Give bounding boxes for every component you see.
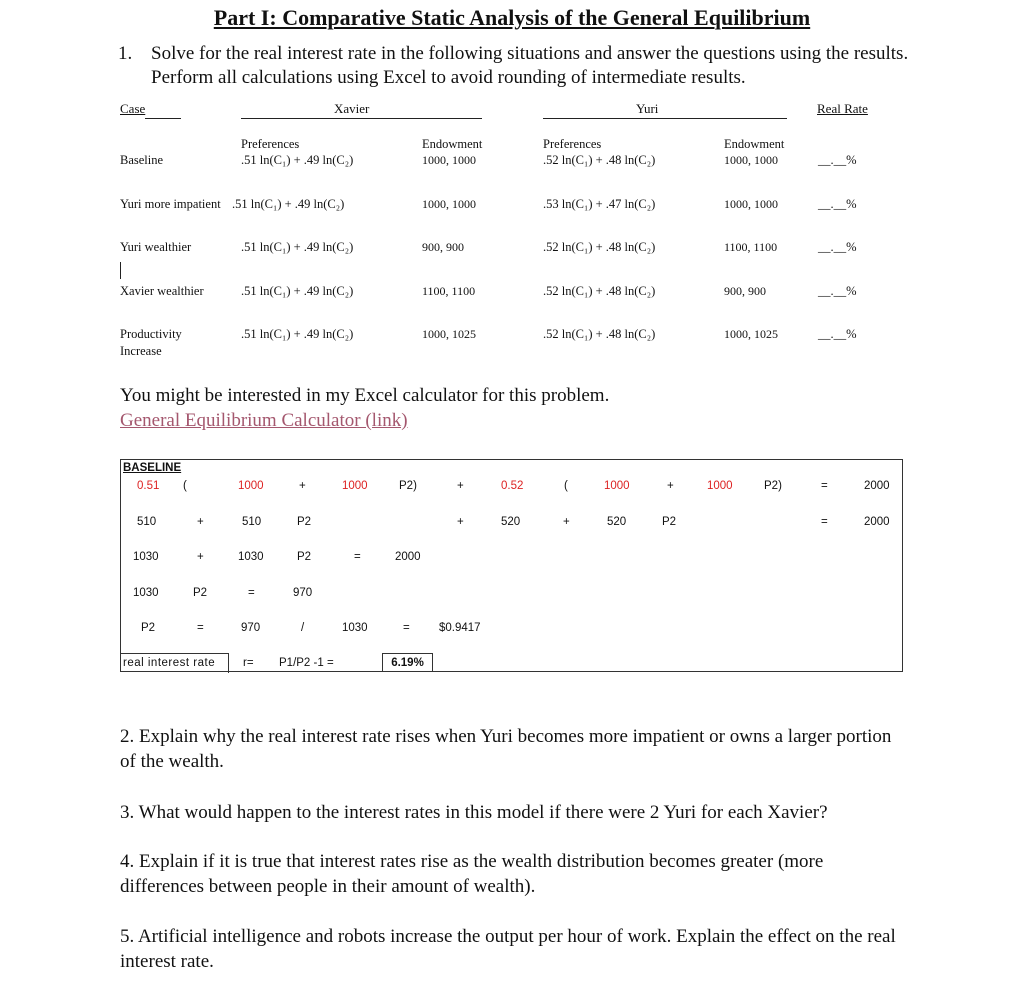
question-1-text: Solve for the real interest rate in the following situations and answer the questions using the results. Perform all calculations using Excel to avoid rounding of intermediate results. (151, 43, 909, 88)
sheet-cell: 1030 (133, 551, 159, 563)
rate-blank[interactable]: __.__% (818, 153, 857, 167)
xavier-preferences-label: Preferences (241, 137, 300, 151)
sheet-cell: 510 (242, 516, 262, 528)
sheet-cell: 1030 (342, 622, 368, 634)
xavier-pref: .51 ln(C₁) + .49 ln(C₂) (241, 284, 354, 298)
question-3: 3. What would happen to the interest rates in this model if there were 2 Yuri for each Xavier? (120, 802, 828, 823)
xavier-pref: .51 ln(C₁) + .49 ln(C₂) (232, 197, 345, 211)
yuri-pref: .52 ln(C₁) + .48 ln(C₂) (543, 240, 656, 254)
sheet-cell: ( (564, 480, 568, 492)
row-case: Baseline (120, 153, 164, 167)
yuri-endowment-label: Endowment (724, 137, 785, 151)
xavier-endowment: 1000, 1000 (422, 153, 476, 167)
yuri-endowment: 1000, 1025 (724, 327, 778, 341)
row-case: Yuri more impatient (120, 197, 221, 211)
sheet-cell: 510 (137, 516, 157, 528)
yuri-preferences-label: Preferences (543, 137, 602, 151)
row-case-line2: Increase (120, 344, 162, 358)
sheet-cell: P2 (662, 516, 677, 528)
sheet-cell: 2000 (864, 480, 890, 492)
calculator-link[interactable]: General Equilibrium Calculator (link) (120, 410, 408, 431)
sheet-cell: 0.51 (137, 480, 160, 492)
baseline-label: BASELINE (123, 462, 182, 474)
excel-note: You might be interested in my Excel calculator for this problem. (120, 385, 610, 406)
sheet-cell: 1000 (707, 480, 733, 492)
xavier-pref: .51 ln(C₁) + .49 ln(C₂) (241, 153, 354, 167)
sheet-cell: P2) (764, 480, 782, 492)
sheet-cell: 2000 (864, 516, 890, 528)
sheet-cell: / (301, 622, 305, 634)
rir-label: real interest rate (123, 657, 216, 669)
rate-blank[interactable]: __.__% (818, 197, 857, 211)
sheet-cell: P2 (193, 587, 208, 599)
yuri-endowment: 900, 900 (724, 284, 766, 298)
sheet-cell: + (457, 516, 464, 528)
header-real-rate: Real Rate (817, 101, 868, 116)
question-4: 4. Explain if it is true that interest rates rise as the wealth distribution becomes greater (more differences between people in their amount of wealth). (120, 851, 824, 897)
sheet-cell: + (457, 480, 464, 492)
sheet-cell: 1000 (604, 480, 630, 492)
sheet-cell: 1030 (238, 551, 264, 563)
sheet-cell: = (197, 622, 204, 634)
sheet-cell: 520 (501, 516, 521, 528)
xavier-endowment: 900, 900 (422, 240, 464, 254)
row-case: Yuri wealthier (120, 240, 192, 254)
sheet-cell: 1000 (238, 480, 264, 492)
question-1-number: 1. (118, 43, 133, 64)
sheet-cell: + (197, 551, 204, 563)
sheet-cell: = (403, 622, 410, 634)
header-xavier: Xavier (334, 101, 370, 116)
sheet-cell: = (821, 516, 828, 528)
question-5: 5. Artificial intelligence and robots increase the output per hour of work. Explain the effect on the real interest rate. (120, 926, 896, 972)
rate-blank[interactable]: __.__% (818, 327, 857, 341)
sheet-cell: 520 (607, 516, 627, 528)
sheet-cell: 970 (241, 622, 261, 634)
yuri-endowment: 1100, 1100 (724, 240, 778, 254)
sheet-cell: + (197, 516, 204, 528)
sheet-cell: = (821, 480, 828, 492)
sheet-cell: 1030 (133, 587, 159, 599)
rate-blank[interactable]: __.__% (818, 284, 857, 298)
sheet-cell: 0.52 (501, 480, 524, 492)
header-case: Case (120, 101, 146, 116)
xavier-pref: .51 ln(C₁) + .49 ln(C₂) (241, 240, 354, 254)
xavier-endowment-label: Endowment (422, 137, 483, 151)
rate-blank[interactable]: __.__% (818, 240, 857, 254)
question-1 (118, 42, 918, 90)
page-title: Part I: Comparative Static Analysis of the General Equilibrium (213, 5, 811, 30)
excel-sheet (120, 459, 903, 672)
sheet-cell: 970 (293, 587, 313, 599)
sheet-cell: = (248, 587, 255, 599)
sheet-cell: P2 (141, 622, 156, 634)
xavier-pref: .51 ln(C₁) + .49 ln(C₂) (241, 327, 354, 341)
sheet-cell: P2 (297, 551, 312, 563)
sheet-cell: P2) (399, 480, 417, 492)
sheet-cell: = (354, 551, 361, 563)
question-2: 2. Explain why the real interest rate rises when Yuri becomes more impatient or owns a larger portion of the wealth. (120, 726, 892, 772)
sheet-cell: 1000 (342, 480, 368, 492)
xavier-endowment: 1100, 1100 (422, 284, 476, 298)
yuri-pref: .53 ln(C₁) + .47 ln(C₂) (543, 197, 656, 211)
yuri-pref: .52 ln(C₁) + .48 ln(C₂) (543, 327, 656, 341)
xavier-endowment: 1000, 1025 (422, 327, 476, 341)
sheet-cell: $0.9417 (439, 622, 481, 634)
sheet-cell: ( (183, 480, 187, 492)
yuri-pref: .52 ln(C₁) + .48 ln(C₂) (543, 284, 656, 298)
sheet-cell: + (299, 480, 306, 492)
row-case: Xavier wealthier (120, 284, 204, 298)
xavier-underline (241, 118, 482, 119)
yuri-underline (543, 118, 787, 119)
case-underline (145, 118, 181, 119)
sheet-cell: + (667, 480, 674, 492)
yuri-pref: .52 ln(C₁) + .48 ln(C₂) (543, 153, 656, 167)
xavier-endowment: 1000, 1000 (422, 197, 476, 211)
sheet-cell: 2000 (395, 551, 421, 563)
yuri-endowment: 1000, 1000 (724, 153, 778, 167)
row-case: Productivity (120, 327, 182, 341)
cursor-mark (120, 262, 121, 279)
header-yuri: Yuri (636, 101, 659, 116)
yuri-endowment: 1000, 1000 (724, 197, 778, 211)
rir-value: 6.19% (382, 653, 433, 671)
sheet-cell: + (563, 516, 570, 528)
rir-formula: P1/P2 -1 = (279, 657, 334, 669)
sheet-cell: P2 (297, 516, 312, 528)
rir-eq: r= (243, 657, 254, 669)
